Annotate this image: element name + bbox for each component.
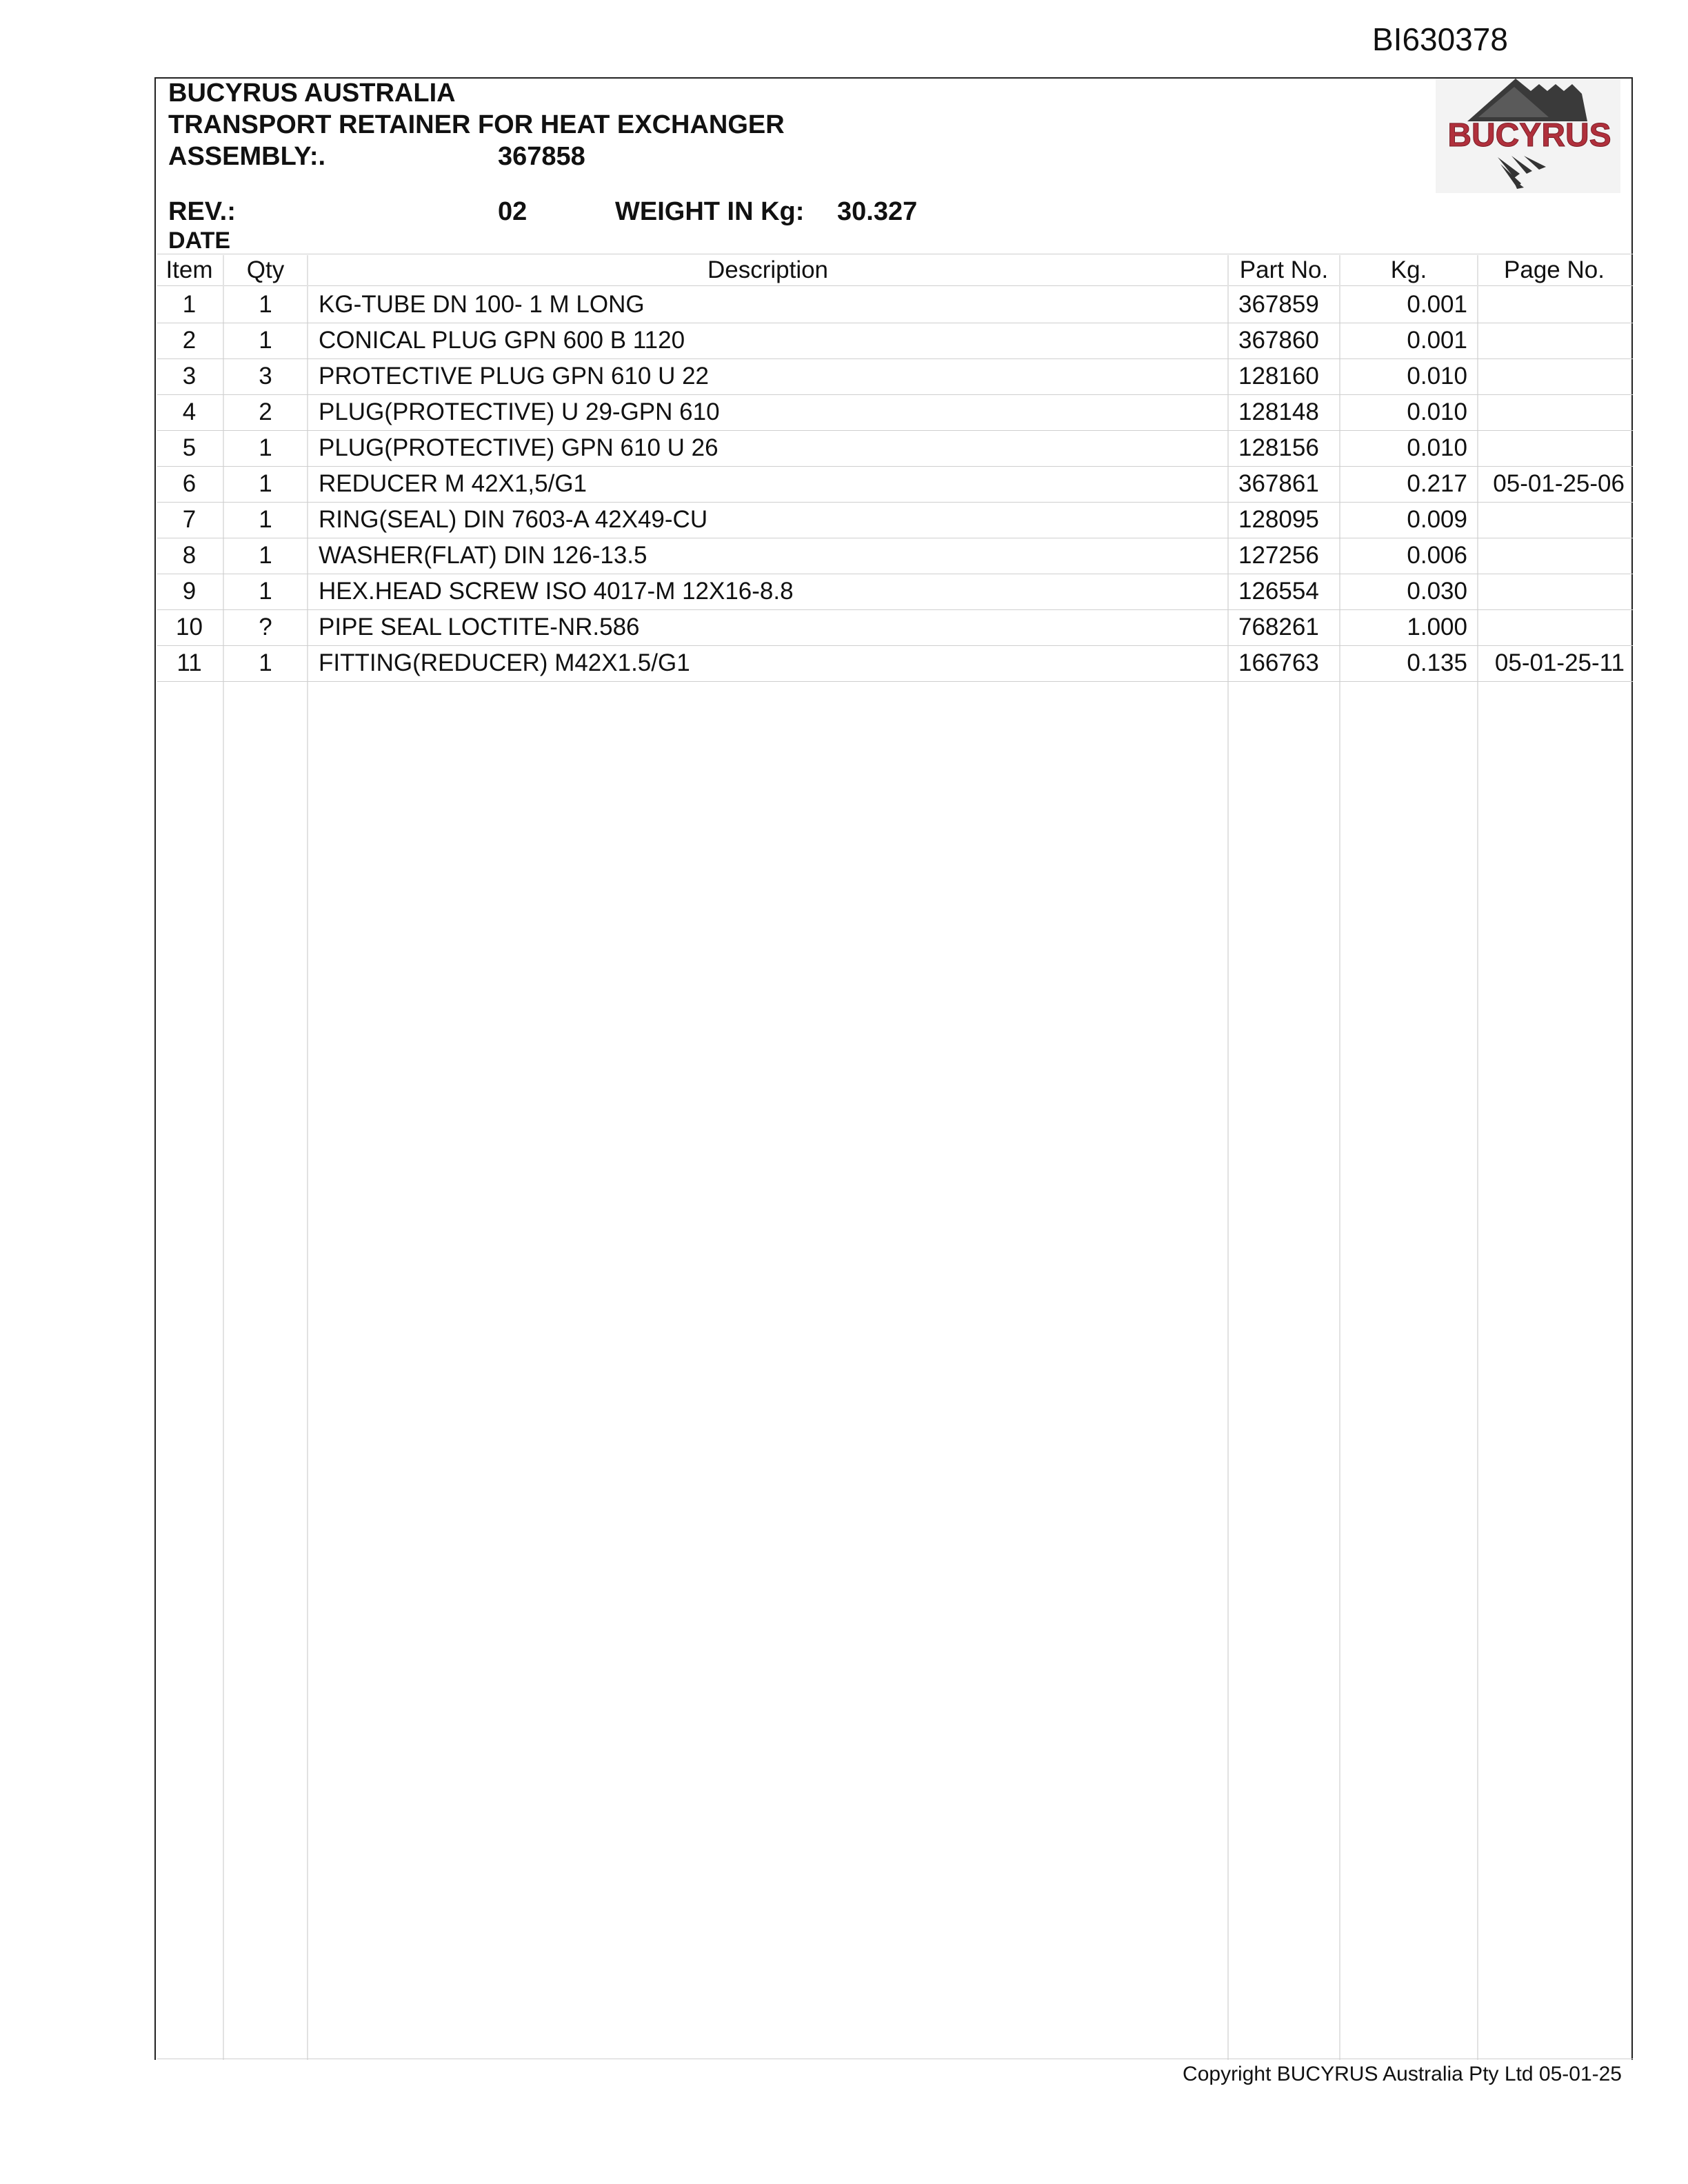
cell-qty: 1 (259, 470, 272, 497)
cell-kg: 0.001 (1407, 327, 1467, 354)
column-header-qty: Qty (246, 256, 285, 283)
cell-page-no: 05-01-25-11 (1494, 649, 1625, 676)
cell-part-no: 166763 (1238, 649, 1319, 676)
column-rule-desc-part (1227, 255, 1229, 2060)
cell-description: PROTECTIVE PLUG GPN 610 U 22 (319, 363, 710, 390)
document-title: TRANSPORT RETAINER FOR HEAT EXCHANGER (168, 110, 785, 139)
cell-description: HEX.HEAD SCREW ISO 4017-M 12X16-8.8 (319, 578, 794, 605)
cell-qty: 1 (259, 578, 272, 605)
rev-value: 02 (498, 197, 528, 226)
cell-item: 8 (182, 542, 197, 569)
column-header-page-no: Page No. (1504, 256, 1605, 283)
cell-description: PLUG(PROTECTIVE) GPN 610 U 26 (319, 434, 719, 461)
cell-qty: 1 (259, 291, 272, 318)
cell-item: 4 (182, 398, 197, 425)
row-separator (157, 681, 1633, 682)
row-separator (157, 394, 1633, 395)
rev-label: REV.: (168, 197, 236, 226)
copyright-footer: Copyright BUCYRUS Australia Pty Ltd 05-01-25 (1183, 2063, 1622, 2085)
bucyrus-logo (1431, 76, 1625, 200)
cell-qty: 1 (259, 434, 272, 461)
cell-item: 7 (182, 506, 197, 533)
cell-part-no: 126554 (1238, 578, 1319, 605)
cell-kg: 0.030 (1407, 578, 1467, 605)
logo-wordmark: BUCYRUS (1447, 117, 1611, 154)
column-rule-kg-page (1477, 255, 1478, 2060)
cell-item: 6 (182, 470, 197, 497)
column-header-part-no: Part No. (1239, 256, 1329, 283)
cell-description: PLUG(PROTECTIVE) U 29-GPN 610 (319, 398, 720, 425)
cell-description: CONICAL PLUG GPN 600 B 1120 (319, 327, 685, 354)
row-separator (157, 502, 1633, 503)
cell-part-no: 768261 (1238, 614, 1319, 640)
cell-part-no: 128156 (1238, 434, 1319, 461)
assembly-number: 367858 (498, 142, 585, 171)
row-separator (157, 645, 1633, 646)
cell-description: WASHER(FLAT) DIN 126-13.5 (319, 542, 647, 569)
cell-kg: 0.135 (1407, 649, 1467, 676)
cell-kg: 0.009 (1407, 506, 1467, 533)
date-label: DATE (168, 228, 231, 254)
cell-kg: 0.010 (1407, 363, 1467, 390)
column-header-kg: Kg. (1390, 256, 1427, 283)
document-id: BI630378 (1372, 21, 1508, 57)
row-separator (157, 609, 1633, 610)
weight-label: WEIGHT IN Kg: (615, 197, 805, 226)
cell-kg: 1.000 (1407, 614, 1467, 640)
column-header-description: Description (707, 256, 829, 283)
cell-kg: 0.006 (1407, 542, 1467, 569)
cell-item: 1 (182, 291, 197, 318)
cell-qty: 2 (259, 398, 272, 425)
cell-kg: 0.010 (1407, 398, 1467, 425)
cell-item: 5 (182, 434, 197, 461)
cell-description: REDUCER M 42X1,5/G1 (319, 470, 587, 497)
column-header-item: Item (165, 256, 213, 283)
row-separator (157, 430, 1633, 431)
cell-item: 2 (182, 327, 197, 354)
cell-qty: 1 (259, 327, 272, 354)
column-header-separator (157, 285, 1633, 286)
cell-item: 10 (176, 614, 203, 640)
cell-item: 11 (177, 649, 202, 676)
cell-qty: ? (259, 614, 272, 640)
cell-description: FITTING(REDUCER) M42X1.5/G1 (319, 649, 690, 676)
cell-kg: 0.010 (1407, 434, 1467, 461)
cell-qty: 1 (259, 649, 272, 676)
cell-description: KG-TUBE DN 100- 1 M LONG (319, 291, 645, 318)
company-name: BUCYRUS AUSTRALIA (168, 79, 456, 108)
row-separator (157, 466, 1633, 467)
cell-part-no: 128160 (1238, 363, 1319, 390)
column-rule-qty-desc (307, 255, 308, 2060)
assembly-label: ASSEMBLY:. (168, 142, 326, 171)
cell-page-no: 05-01-25-06 (1493, 470, 1625, 497)
cell-item: 9 (182, 578, 197, 605)
cell-part-no: 367861 (1238, 470, 1319, 497)
cell-description: RING(SEAL) DIN 7603-A 42X49-CU (319, 506, 708, 533)
cell-item: 3 (182, 363, 197, 390)
cell-part-no: 128148 (1238, 398, 1319, 425)
weight-value: 30.327 (837, 197, 918, 226)
cell-part-no: 367859 (1238, 291, 1319, 318)
cell-part-no: 127256 (1238, 542, 1319, 569)
cell-qty: 1 (259, 542, 272, 569)
row-separator (157, 358, 1633, 359)
cell-kg: 0.001 (1407, 291, 1467, 318)
cell-kg: 0.217 (1407, 470, 1467, 497)
cell-part-no: 128095 (1238, 506, 1319, 533)
cell-description: PIPE SEAL LOCTITE-NR.586 (319, 614, 640, 640)
cell-qty: 3 (259, 363, 272, 390)
cell-part-no: 367860 (1238, 327, 1319, 354)
cell-qty: 1 (259, 506, 272, 533)
